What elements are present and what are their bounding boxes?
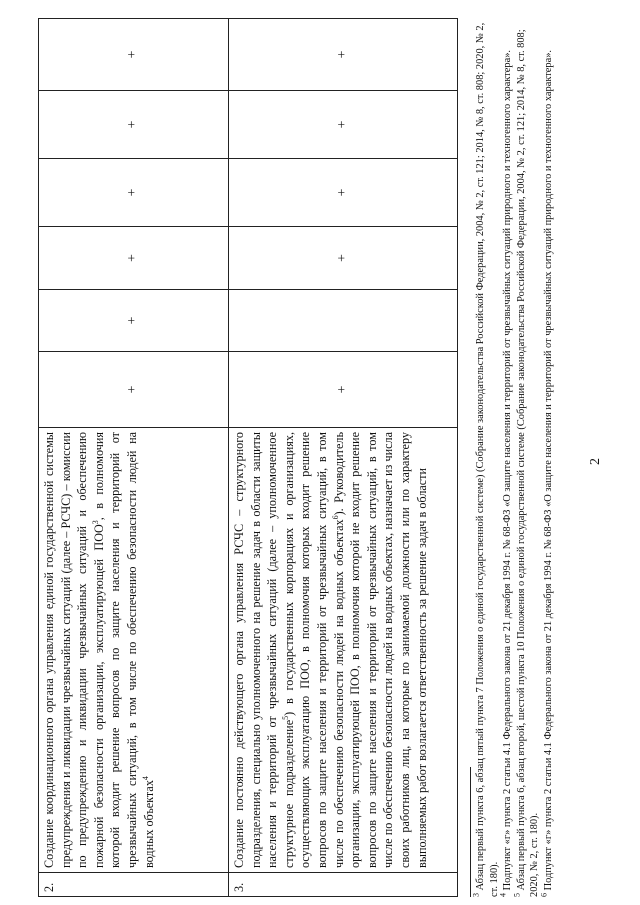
row-text: Создание координационного органа управления единой государственной системы предупреждения и ликвидации чрезвычайных ситуаций (далее – РСЧС) – комиссии по предупреждению и ликвидации чрезвычайных ситуаций и обеспечению пожарной безопасности организации, эксплуатирующей ПОО$^3$, в полномочия которой входит решение вопросов по защите населения и территорий от чрезвычайных ситуаций, в том числе по обеспечению безопасности людей на водных объектах$^4$ <box>39 428 229 873</box>
footnote-ref: 4 <box>140 776 150 781</box>
table-row <box>39 19 229 897</box>
footnote: $^4$ Подпункт «г» пункта 2 статьи 4.1 Федерального закона от 21 декабря 1994 г. № 68-ФЗ «О защите населения и территорий от чрезвычайных ситуаций природного и техногенного характера». <box>498 50 514 897</box>
mark-cell: + <box>39 227 229 290</box>
mark-cell: + <box>39 91 229 159</box>
footnote: $^3$ Абзац первый пункта 6, абзац пятый пункта 7 Положения о единой государственной системе) (Собрание законодательства Российской Федерации, 2004, № 2, ст. 121; 2014, № 8, ст. 808; 2020, № 2, ст. 180). <box>471 22 500 897</box>
mark-cell: + <box>39 352 229 428</box>
table-row <box>229 19 458 897</box>
footnote-separator <box>470 767 471 897</box>
mark-cell: + <box>229 352 458 428</box>
footnotes <box>471 19 556 897</box>
row-text: Создание постоянно действующего органа управления РСЧС – структурного подразделения, специально уполномоченного на решение задач в области защиты населения и территорий от чрезвычайных ситуаций (далее – уполномоченное структурное подразделение$^5$) в государственных корпорациях и организациях, осуществляющих эксплуатацию ПОО, в полномочия которых входит решение вопросов по защите населения и территорий от чрезвычайных ситуаций, в том числе по обеспечению безопасности людей на водных объектах$^6$). Руководитель организации, эксплуатирующей ПОО, в полномочия которой не входит решение вопросов по защите населения и территорий от чрезвычайных ситуаций, в том числе по обеспечению безопасности людей на водных объектах, назначает из числа своих работников лиц, на которые по занимаемой должности или по характеру выполняемых работ возлагается ответственность за решение задач в области <box>229 428 458 873</box>
row-number: 2. <box>39 873 229 897</box>
footnote: $^6$ Подпункт «г» пункта 2 статьи 4.1 Федерального закона от 21 декабря 1994 г. № 68-ФЗ «О защите населения и территорий от чрезвычайных ситуаций природного и техногенного характера». <box>539 50 554 897</box>
page-number: 2 <box>588 458 603 465</box>
footnote-ref: 6 <box>330 515 340 520</box>
mark-cell: + <box>39 19 229 91</box>
mark-cell: + <box>229 159 458 227</box>
footnote: $^5$ Абзац первый пункта 6, абзац второй, шестой пункта 10 Положения о единой государственной системе (Собрание законодательства Российской Федерации, 2004, № 2, ст. 121; 2014, № 8, ст. 808; 2020, № 2, ст. 180). <box>512 29 541 897</box>
mark-cell: + <box>39 290 229 352</box>
mark-cell: + <box>229 91 458 159</box>
mark-cell: + <box>229 19 458 91</box>
row-number: 3. <box>229 873 458 897</box>
mark-cell: + <box>229 227 458 290</box>
footnote-ref: 5 <box>280 715 290 720</box>
mark-cell: + <box>39 159 229 227</box>
mark-cell <box>229 290 458 352</box>
footnote-ref: 3 <box>90 520 100 525</box>
measures-table <box>38 18 458 897</box>
